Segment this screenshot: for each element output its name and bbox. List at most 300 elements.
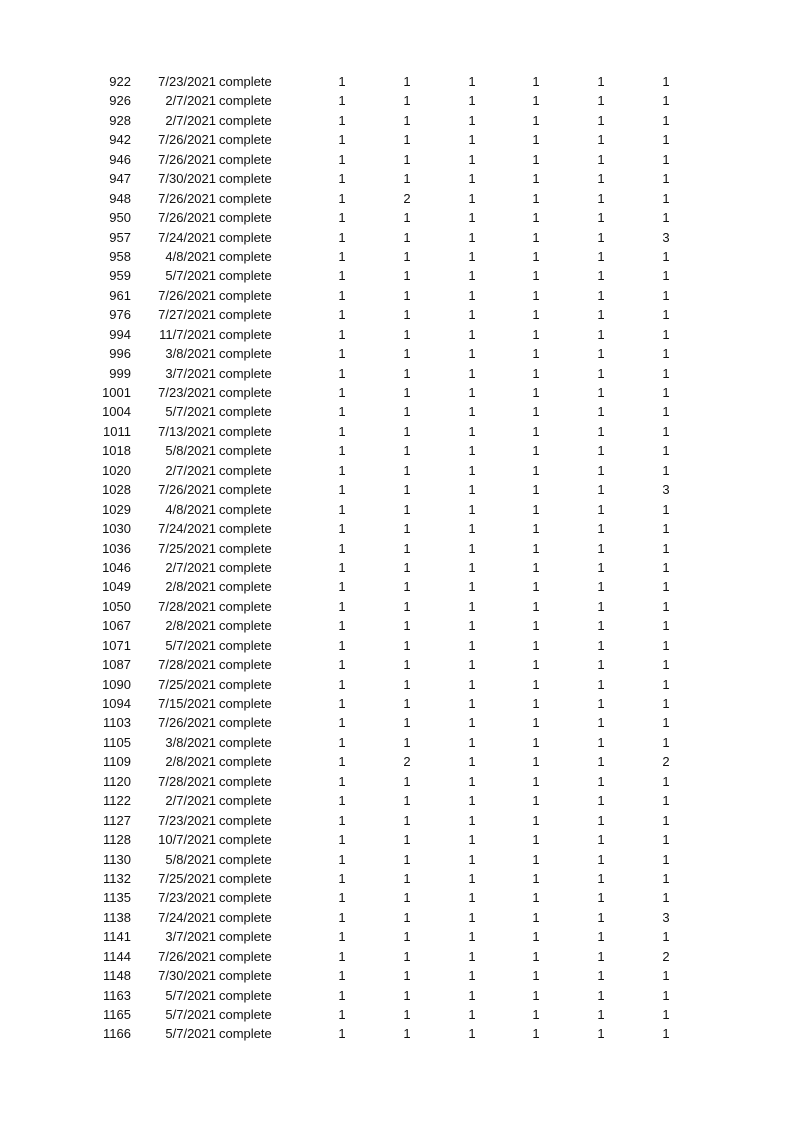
row-id-cell: 1135 <box>103 890 131 906</box>
row-status-cell: complete <box>219 307 272 323</box>
row-value-cell: 1 <box>662 540 670 556</box>
row-date-cell: 2/7/2021 <box>165 793 216 809</box>
row-value-cell: 1 <box>403 618 411 634</box>
row-value-cell: 1 <box>338 74 346 89</box>
row-id-cell: 976 <box>109 307 131 323</box>
row-id-cell: 1067 <box>102 618 131 634</box>
row-status-cell: complete <box>219 929 272 945</box>
row-value-cell: 1 <box>597 618 605 634</box>
row-value-cell: 1 <box>532 482 540 498</box>
row-value-cell: 1 <box>662 715 670 731</box>
row-date-cell: 7/26/2021 <box>158 132 216 148</box>
row-value-cell: 1 <box>468 307 476 323</box>
row-value-cell: 1 <box>662 462 670 478</box>
row-value-cell: 1 <box>468 93 476 109</box>
row-value-cell: 1 <box>597 482 605 498</box>
row-value-cell: 1 <box>338 851 346 867</box>
row-value-cell: 1 <box>662 443 670 459</box>
row-value-cell: 1 <box>468 287 476 303</box>
row-value-cell: 1 <box>662 423 670 439</box>
row-id-cell: 1105 <box>103 734 131 750</box>
table-row <box>0 364 800 383</box>
row-status-cell: complete <box>219 93 272 109</box>
row-value-cell: 1 <box>662 637 670 653</box>
row-value-cell: 1 <box>468 909 476 925</box>
row-date-cell: 7/25/2021 <box>158 540 216 556</box>
row-id-cell: 994 <box>109 326 131 342</box>
row-value-cell: 1 <box>532 851 540 867</box>
row-date-cell: 7/26/2021 <box>158 287 216 303</box>
row-value-cell: 1 <box>597 287 605 303</box>
row-value-cell: 1 <box>597 579 605 595</box>
row-value-cell: 1 <box>597 171 605 187</box>
row-value-cell: 1 <box>532 754 540 770</box>
row-id-cell: 1163 <box>103 987 131 1003</box>
row-value-cell: 1 <box>532 870 540 886</box>
row-value-cell: 1 <box>597 501 605 517</box>
row-value-cell: 1 <box>662 734 670 750</box>
table-row <box>0 208 800 227</box>
row-value-cell: 1 <box>532 93 540 109</box>
row-status-cell: complete <box>219 734 272 750</box>
row-value-cell: 1 <box>662 404 670 420</box>
row-value-cell: 1 <box>338 346 346 362</box>
row-value-cell: 1 <box>532 987 540 1003</box>
row-value-cell: 1 <box>468 773 476 789</box>
row-value-cell: 1 <box>468 540 476 556</box>
row-value-cell: 1 <box>403 559 411 575</box>
row-id-cell: 1030 <box>102 521 131 537</box>
row-value-cell: 1 <box>662 326 670 342</box>
row-value-cell: 1 <box>532 326 540 342</box>
row-value-cell: 1 <box>403 773 411 789</box>
row-value-cell: 1 <box>597 948 605 964</box>
row-id-cell: 1094 <box>102 696 131 711</box>
row-value-cell: 1 <box>338 968 346 984</box>
row-value-cell: 1 <box>338 404 346 420</box>
row-value-cell: 1 <box>338 151 346 167</box>
row-value-cell: 3 <box>662 909 670 925</box>
row-value-cell: 1 <box>532 618 540 634</box>
table-row <box>0 441 800 460</box>
row-value-cell: 1 <box>338 696 346 711</box>
row-date-cell: 7/30/2021 <box>158 968 216 984</box>
row-date-cell: 3/7/2021 <box>165 929 216 945</box>
table-row <box>0 791 800 810</box>
row-value-cell: 1 <box>597 987 605 1003</box>
row-value-cell: 1 <box>597 637 605 653</box>
row-value-cell: 1 <box>532 423 540 439</box>
table-row <box>0 325 800 344</box>
row-value-cell: 1 <box>338 190 346 206</box>
row-value-cell: 1 <box>468 462 476 478</box>
row-date-cell: 7/28/2021 <box>158 657 216 673</box>
row-status-cell: complete <box>219 696 272 711</box>
table-row <box>0 91 800 110</box>
row-value-cell: 1 <box>532 307 540 323</box>
row-value-cell: 1 <box>468 346 476 362</box>
table-row <box>0 713 800 732</box>
table-row <box>0 733 800 752</box>
row-id-cell: 1138 <box>103 909 131 925</box>
row-value-cell: 1 <box>662 74 670 89</box>
table-row <box>0 675 800 694</box>
row-status-cell: complete <box>219 1007 272 1022</box>
row-value-cell: 1 <box>338 793 346 809</box>
row-value-cell: 1 <box>532 812 540 828</box>
row-value-cell: 1 <box>662 307 670 323</box>
row-value-cell: 1 <box>338 909 346 925</box>
row-value-cell: 1 <box>403 151 411 167</box>
row-value-cell: 1 <box>597 151 605 167</box>
row-status-cell: complete <box>219 521 272 537</box>
table-row <box>0 1005 800 1024</box>
row-value-cell: 1 <box>597 74 605 89</box>
row-id-cell: 928 <box>109 112 131 128</box>
row-value-cell: 1 <box>403 307 411 323</box>
row-value-cell: 1 <box>662 657 670 673</box>
row-value-cell: 1 <box>597 657 605 673</box>
row-status-cell: complete <box>219 443 272 459</box>
row-value-cell: 1 <box>338 715 346 731</box>
row-value-cell: 1 <box>403 890 411 906</box>
table-row <box>0 811 800 830</box>
row-value-cell: 1 <box>338 501 346 517</box>
table-row <box>0 694 800 713</box>
row-value-cell: 1 <box>597 676 605 692</box>
row-id-cell: 1001 <box>102 385 131 400</box>
row-value-cell: 1 <box>532 132 540 148</box>
row-status-cell: complete <box>219 579 272 595</box>
row-value-cell: 1 <box>403 579 411 595</box>
row-value-cell: 1 <box>468 151 476 167</box>
row-date-cell: 7/24/2021 <box>158 229 216 245</box>
row-id-cell: 1036 <box>102 540 131 556</box>
row-value-cell: 1 <box>662 112 670 128</box>
row-value-cell: 1 <box>403 462 411 478</box>
row-value-cell: 1 <box>468 326 476 342</box>
row-date-cell: 7/13/2021 <box>158 423 216 439</box>
row-id-cell: 1130 <box>103 851 131 867</box>
row-value-cell: 1 <box>662 210 670 226</box>
row-value-cell: 1 <box>468 793 476 809</box>
row-date-cell: 2/7/2021 <box>165 559 216 575</box>
row-value-cell: 1 <box>468 637 476 653</box>
row-value-cell: 1 <box>338 618 346 634</box>
row-id-cell: 1148 <box>103 968 131 984</box>
row-id-cell: 1018 <box>102 443 131 459</box>
row-value-cell: 1 <box>532 171 540 187</box>
row-value-cell: 1 <box>468 385 476 400</box>
row-status-cell: complete <box>219 248 272 264</box>
row-value-cell: 1 <box>338 268 346 284</box>
row-status-cell: complete <box>219 74 272 89</box>
row-date-cell: 7/26/2021 <box>158 190 216 206</box>
row-value-cell: 1 <box>468 1026 476 1042</box>
row-value-cell: 1 <box>662 851 670 867</box>
row-value-cell: 1 <box>532 540 540 556</box>
row-value-cell: 1 <box>468 210 476 226</box>
row-value-cell: 1 <box>338 171 346 187</box>
row-value-cell: 1 <box>662 501 670 517</box>
row-value-cell: 1 <box>403 987 411 1003</box>
row-value-cell: 1 <box>403 540 411 556</box>
row-status-cell: complete <box>219 657 272 673</box>
row-value-cell: 1 <box>662 268 670 284</box>
row-value-cell: 1 <box>468 948 476 964</box>
row-value-cell: 1 <box>403 287 411 303</box>
row-value-cell: 1 <box>338 462 346 478</box>
table-row <box>0 266 800 285</box>
row-value-cell: 1 <box>468 987 476 1003</box>
row-id-cell: 1087 <box>102 657 131 673</box>
row-value-cell: 1 <box>532 909 540 925</box>
row-value-cell: 1 <box>662 676 670 692</box>
row-value-cell: 1 <box>338 248 346 264</box>
row-value-cell: 1 <box>532 287 540 303</box>
table-row <box>0 422 800 441</box>
row-date-cell: 7/23/2021 <box>158 74 216 89</box>
row-value-cell: 1 <box>468 404 476 420</box>
row-value-cell: 3 <box>662 482 670 498</box>
row-status-cell: complete <box>219 987 272 1003</box>
row-value-cell: 1 <box>597 248 605 264</box>
row-value-cell: 1 <box>662 987 670 1003</box>
row-date-cell: 11/7/2021 <box>159 326 216 342</box>
row-value-cell: 1 <box>532 890 540 906</box>
table-row <box>0 986 800 1005</box>
row-value-cell: 1 <box>662 618 670 634</box>
row-value-cell: 1 <box>468 851 476 867</box>
row-value-cell: 1 <box>338 637 346 653</box>
row-value-cell: 1 <box>597 696 605 711</box>
table-row <box>0 1024 800 1043</box>
row-id-cell: 1090 <box>102 676 131 692</box>
row-status-cell: complete <box>219 326 272 342</box>
row-value-cell: 1 <box>403 210 411 226</box>
row-value-cell: 1 <box>403 734 411 750</box>
row-value-cell: 1 <box>338 210 346 226</box>
row-value-cell: 1 <box>597 521 605 537</box>
table-row <box>0 189 800 208</box>
row-id-cell: 1165 <box>103 1007 131 1022</box>
row-value-cell: 1 <box>468 190 476 206</box>
row-id-cell: 1127 <box>103 812 131 828</box>
row-value-cell: 1 <box>338 112 346 128</box>
row-date-cell: 2/8/2021 <box>165 754 216 770</box>
row-value-cell: 1 <box>338 385 346 400</box>
row-value-cell: 1 <box>662 365 670 381</box>
row-value-cell: 1 <box>403 521 411 537</box>
row-status-cell: complete <box>219 404 272 420</box>
table-row <box>0 888 800 907</box>
row-value-cell: 1 <box>338 832 346 848</box>
row-date-cell: 7/24/2021 <box>158 909 216 925</box>
row-id-cell: 947 <box>109 171 131 187</box>
row-value-cell: 1 <box>662 93 670 109</box>
row-value-cell: 1 <box>403 812 411 828</box>
table-row <box>0 461 800 480</box>
row-value-cell: 1 <box>403 404 411 420</box>
row-value-cell: 1 <box>662 773 670 789</box>
row-value-cell: 1 <box>597 112 605 128</box>
row-status-cell: complete <box>219 151 272 167</box>
row-value-cell: 1 <box>468 832 476 848</box>
row-value-cell: 1 <box>338 598 346 614</box>
row-value-cell: 1 <box>597 385 605 400</box>
row-date-cell: 7/30/2021 <box>158 171 216 187</box>
row-value-cell: 1 <box>338 559 346 575</box>
row-value-cell: 1 <box>403 1026 411 1042</box>
row-value-cell: 1 <box>338 890 346 906</box>
row-status-cell: complete <box>219 229 272 245</box>
table-row <box>0 383 800 402</box>
row-value-cell: 1 <box>468 618 476 634</box>
row-status-cell: complete <box>219 890 272 906</box>
row-value-cell: 1 <box>468 482 476 498</box>
row-value-cell: 1 <box>662 598 670 614</box>
row-value-cell: 1 <box>338 754 346 770</box>
row-value-cell: 1 <box>403 365 411 381</box>
row-value-cell: 1 <box>662 870 670 886</box>
row-value-cell: 1 <box>403 832 411 848</box>
row-value-cell: 1 <box>532 773 540 789</box>
row-value-cell: 1 <box>597 559 605 575</box>
row-value-cell: 1 <box>597 909 605 925</box>
row-date-cell: 4/8/2021 <box>165 248 216 264</box>
row-value-cell: 1 <box>338 579 346 595</box>
row-value-cell: 1 <box>403 171 411 187</box>
row-date-cell: 2/7/2021 <box>165 112 216 128</box>
row-value-cell: 1 <box>468 248 476 264</box>
row-date-cell: 5/8/2021 <box>165 851 216 867</box>
table-row <box>0 616 800 635</box>
row-value-cell: 1 <box>662 929 670 945</box>
table-row <box>0 247 800 266</box>
row-id-cell: 1109 <box>103 754 131 770</box>
row-date-cell: 7/23/2021 <box>158 890 216 906</box>
row-value-cell: 1 <box>597 793 605 809</box>
row-value-cell: 1 <box>532 968 540 984</box>
data-table <box>0 72 800 1044</box>
row-value-cell: 1 <box>532 346 540 362</box>
row-value-cell: 1 <box>662 521 670 537</box>
row-value-cell: 1 <box>532 210 540 226</box>
row-value-cell: 1 <box>403 93 411 109</box>
row-date-cell: 2/7/2021 <box>165 462 216 478</box>
row-value-cell: 1 <box>597 812 605 828</box>
row-value-cell: 1 <box>338 443 346 459</box>
row-value-cell: 1 <box>468 968 476 984</box>
row-value-cell: 1 <box>403 870 411 886</box>
row-date-cell: 7/15/2021 <box>158 696 216 711</box>
row-value-cell: 1 <box>532 559 540 575</box>
row-value-cell: 1 <box>338 132 346 148</box>
row-date-cell: 7/26/2021 <box>158 151 216 167</box>
row-value-cell: 1 <box>662 132 670 148</box>
table-row <box>0 344 800 363</box>
row-date-cell: 2/8/2021 <box>165 618 216 634</box>
row-status-cell: complete <box>219 773 272 789</box>
row-id-cell: 1122 <box>103 793 131 809</box>
row-date-cell: 5/7/2021 <box>165 637 216 653</box>
row-value-cell: 1 <box>468 812 476 828</box>
row-id-cell: 1004 <box>102 404 131 420</box>
row-value-cell: 1 <box>662 151 670 167</box>
row-value-cell: 1 <box>662 1026 670 1042</box>
row-value-cell: 1 <box>597 734 605 750</box>
row-value-cell: 1 <box>597 423 605 439</box>
row-value-cell: 1 <box>403 132 411 148</box>
row-date-cell: 2/8/2021 <box>165 579 216 595</box>
row-status-cell: complete <box>219 462 272 478</box>
row-status-cell: complete <box>219 482 272 498</box>
row-value-cell: 1 <box>597 326 605 342</box>
row-value-cell: 1 <box>468 696 476 711</box>
row-value-cell: 2 <box>403 190 411 206</box>
row-value-cell: 1 <box>403 676 411 692</box>
row-value-cell: 1 <box>468 365 476 381</box>
row-value-cell: 1 <box>403 793 411 809</box>
row-id-cell: 1071 <box>102 637 131 653</box>
row-value-cell: 1 <box>338 365 346 381</box>
row-value-cell: 1 <box>597 1007 605 1022</box>
row-value-cell: 2 <box>403 754 411 770</box>
row-value-cell: 1 <box>532 832 540 848</box>
row-value-cell: 1 <box>597 890 605 906</box>
row-status-cell: complete <box>219 793 272 809</box>
row-status-cell: complete <box>219 598 272 614</box>
row-status-cell: complete <box>219 812 272 828</box>
row-value-cell: 1 <box>403 385 411 400</box>
row-value-cell: 1 <box>468 268 476 284</box>
row-value-cell: 1 <box>403 482 411 498</box>
row-id-cell: 942 <box>109 132 131 148</box>
row-id-cell: 1128 <box>103 832 131 848</box>
row-value-cell: 1 <box>338 326 346 342</box>
row-date-cell: 7/23/2021 <box>158 812 216 828</box>
row-value-cell: 1 <box>403 909 411 925</box>
row-id-cell: 1144 <box>103 948 131 964</box>
row-id-cell: 922 <box>109 74 131 89</box>
row-value-cell: 1 <box>338 229 346 245</box>
row-date-cell: 5/8/2021 <box>165 443 216 459</box>
row-date-cell: 7/25/2021 <box>158 676 216 692</box>
row-value-cell: 1 <box>597 346 605 362</box>
row-value-cell: 1 <box>338 676 346 692</box>
row-id-cell: 1049 <box>102 579 131 595</box>
row-status-cell: complete <box>219 210 272 226</box>
row-value-cell: 1 <box>597 968 605 984</box>
table-row <box>0 577 800 596</box>
row-value-cell: 1 <box>597 540 605 556</box>
row-value-cell: 1 <box>662 190 670 206</box>
table-row <box>0 169 800 188</box>
table-row <box>0 402 800 421</box>
row-status-cell: complete <box>219 559 272 575</box>
row-value-cell: 1 <box>338 1026 346 1042</box>
row-value-cell: 1 <box>532 929 540 945</box>
row-value-cell: 1 <box>468 754 476 770</box>
row-value-cell: 1 <box>338 93 346 109</box>
row-date-cell: 5/7/2021 <box>165 404 216 420</box>
row-id-cell: 1120 <box>103 773 131 789</box>
row-value-cell: 3 <box>662 229 670 245</box>
row-id-cell: 1028 <box>102 482 131 498</box>
row-value-cell: 1 <box>468 870 476 886</box>
table-row <box>0 908 800 927</box>
row-value-cell: 1 <box>662 385 670 400</box>
